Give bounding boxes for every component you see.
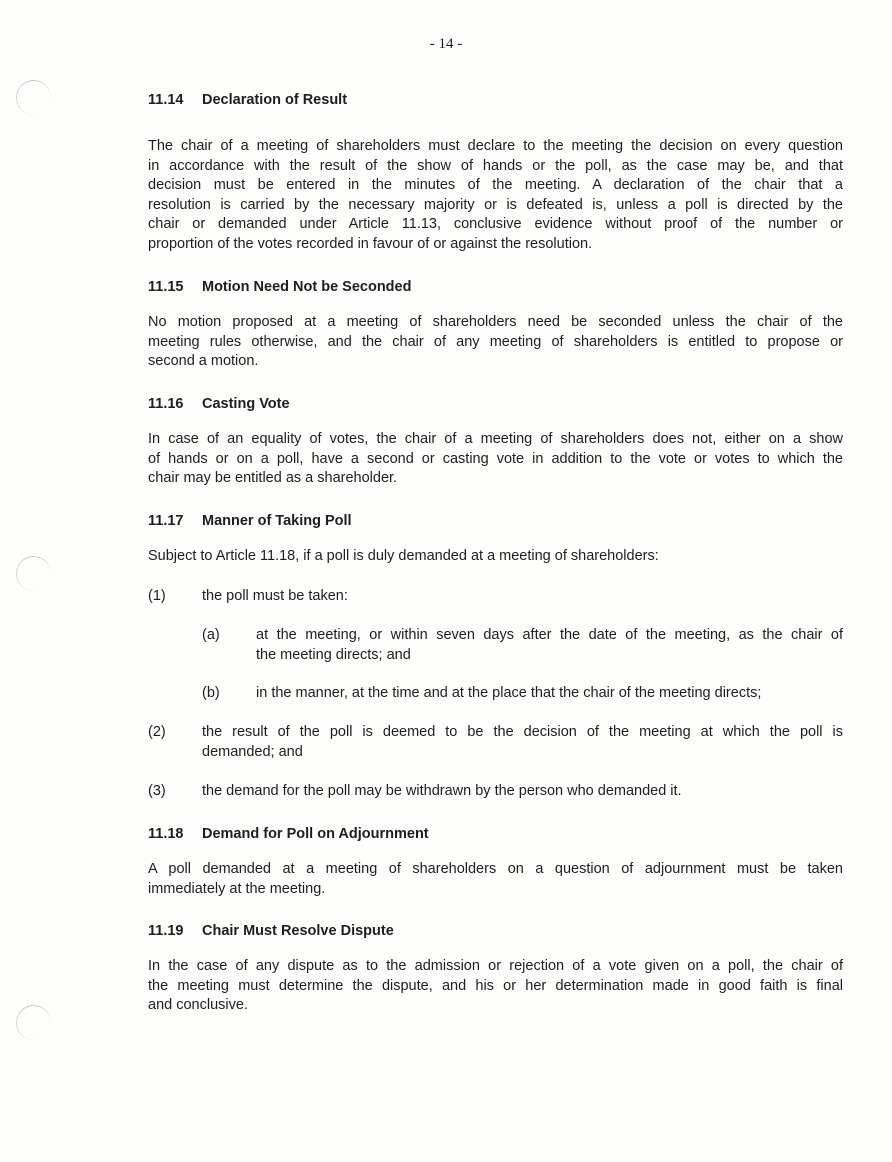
paragraph xyxy=(148,430,843,489)
section-number: 11.14 xyxy=(148,92,184,108)
text-line: proportion of the votes recorded in favour of or against the resolution. xyxy=(148,235,593,252)
section-number: 11.17 xyxy=(148,513,184,529)
text-line: second a motion. xyxy=(148,353,259,370)
list-item-text xyxy=(202,723,843,762)
paragraph xyxy=(148,860,843,899)
section-title: Declaration of Result xyxy=(202,92,348,108)
hole-punch-mark xyxy=(16,556,51,591)
text-line: In case of an equality of votes, the chair of a meeting of shareholders does not, either on a show xyxy=(148,431,843,447)
text-line: A poll demanded at a meeting of shareholders on a question of adjournment must be taken xyxy=(148,861,843,877)
list-item-text xyxy=(202,587,843,607)
section-heading xyxy=(148,511,352,531)
text-line: and conclusive. xyxy=(148,997,248,1014)
text-line: resolution is carried by the necessary majority or is defeated is, unless a poll is directed by the xyxy=(148,196,843,213)
text-line: in accordance with the result of the show of hands or the poll, as the case may be, and that xyxy=(148,157,843,174)
paragraph xyxy=(148,313,843,372)
text-line: chair or demanded under Article 11.13, conclusive evidence without proof of the number or xyxy=(148,216,843,233)
section-number: 11.19 xyxy=(148,923,184,939)
section-title: Chair Must Resolve Dispute xyxy=(202,923,394,939)
page-number: - 14 - xyxy=(429,36,463,52)
text-line: demanded; and xyxy=(202,743,303,760)
text-line: In the case of any dispute as to the admission or rejection of a vote given on a poll, the chair of xyxy=(148,958,843,974)
list-item-label: (b) xyxy=(202,685,220,701)
list-item-label: (3) xyxy=(148,783,166,799)
text-line: No motion proposed at a meeting of shareholders need be seconded unless the chair of the xyxy=(148,314,843,330)
list-item-label: (1) xyxy=(148,588,166,604)
text-line: Subject to Article 11.18, if a poll is duly demanded at a meeting of shareholders: xyxy=(148,548,659,564)
text-line: the meeting directs; and xyxy=(256,646,411,663)
section-title: Casting Vote xyxy=(202,396,290,412)
text-line: decision must be entered in the minutes of the meeting. A declaration of the chair that a xyxy=(148,177,843,194)
hole-punch-mark xyxy=(16,1005,51,1040)
text-line: chair may be entitled as a shareholder. xyxy=(148,470,398,487)
text-line: at the meeting, or within seven days after the date of the meeting, as the chair of xyxy=(256,627,843,643)
section-number: 11.16 xyxy=(148,396,184,412)
text-line: The chair of a meeting of shareholders must declare to the meeting the decision on every question xyxy=(148,138,843,154)
section-heading xyxy=(148,277,411,297)
list-item-text xyxy=(256,626,843,665)
hole-punch-mark xyxy=(16,80,51,115)
section-heading xyxy=(148,921,394,941)
section-title: Demand for Poll on Adjournment xyxy=(202,826,429,842)
text-line: the result of the poll is deemed to be the decision of the meeting at which the poll is xyxy=(202,724,843,740)
paragraph xyxy=(148,957,843,1016)
section-number: 11.15 xyxy=(148,279,184,295)
paragraph xyxy=(148,137,843,255)
section-title: Manner of Taking Poll xyxy=(202,513,352,529)
text-line: in the manner, at the time and at the place that the chair of the meeting directs; xyxy=(256,685,762,701)
section-number: 11.18 xyxy=(148,826,184,842)
section-heading xyxy=(148,824,429,844)
text-line: immediately at the meeting. xyxy=(148,880,326,897)
section-heading xyxy=(148,90,347,110)
paragraph xyxy=(148,547,843,567)
list-item-text xyxy=(256,684,843,704)
list-item-label: (2) xyxy=(148,724,166,740)
section-heading xyxy=(148,394,290,414)
text-line: meeting rules otherwise, and the chair of any meeting of shareholders is entitled to propose or xyxy=(148,333,843,350)
list-item-text xyxy=(202,782,843,802)
list-item-label: (a) xyxy=(202,627,220,643)
text-line: the poll must be taken: xyxy=(202,588,348,604)
text-line: the meeting must determine the dispute, and his or her determination made in good faith is final xyxy=(148,977,843,994)
text-line: of hands or on a poll, have a second or casting vote in addition to the vote or votes to which the xyxy=(148,450,843,467)
text-line: the demand for the poll may be withdrawn by the person who demanded it. xyxy=(202,783,682,799)
section-title: Motion Need Not be Seconded xyxy=(202,279,412,295)
